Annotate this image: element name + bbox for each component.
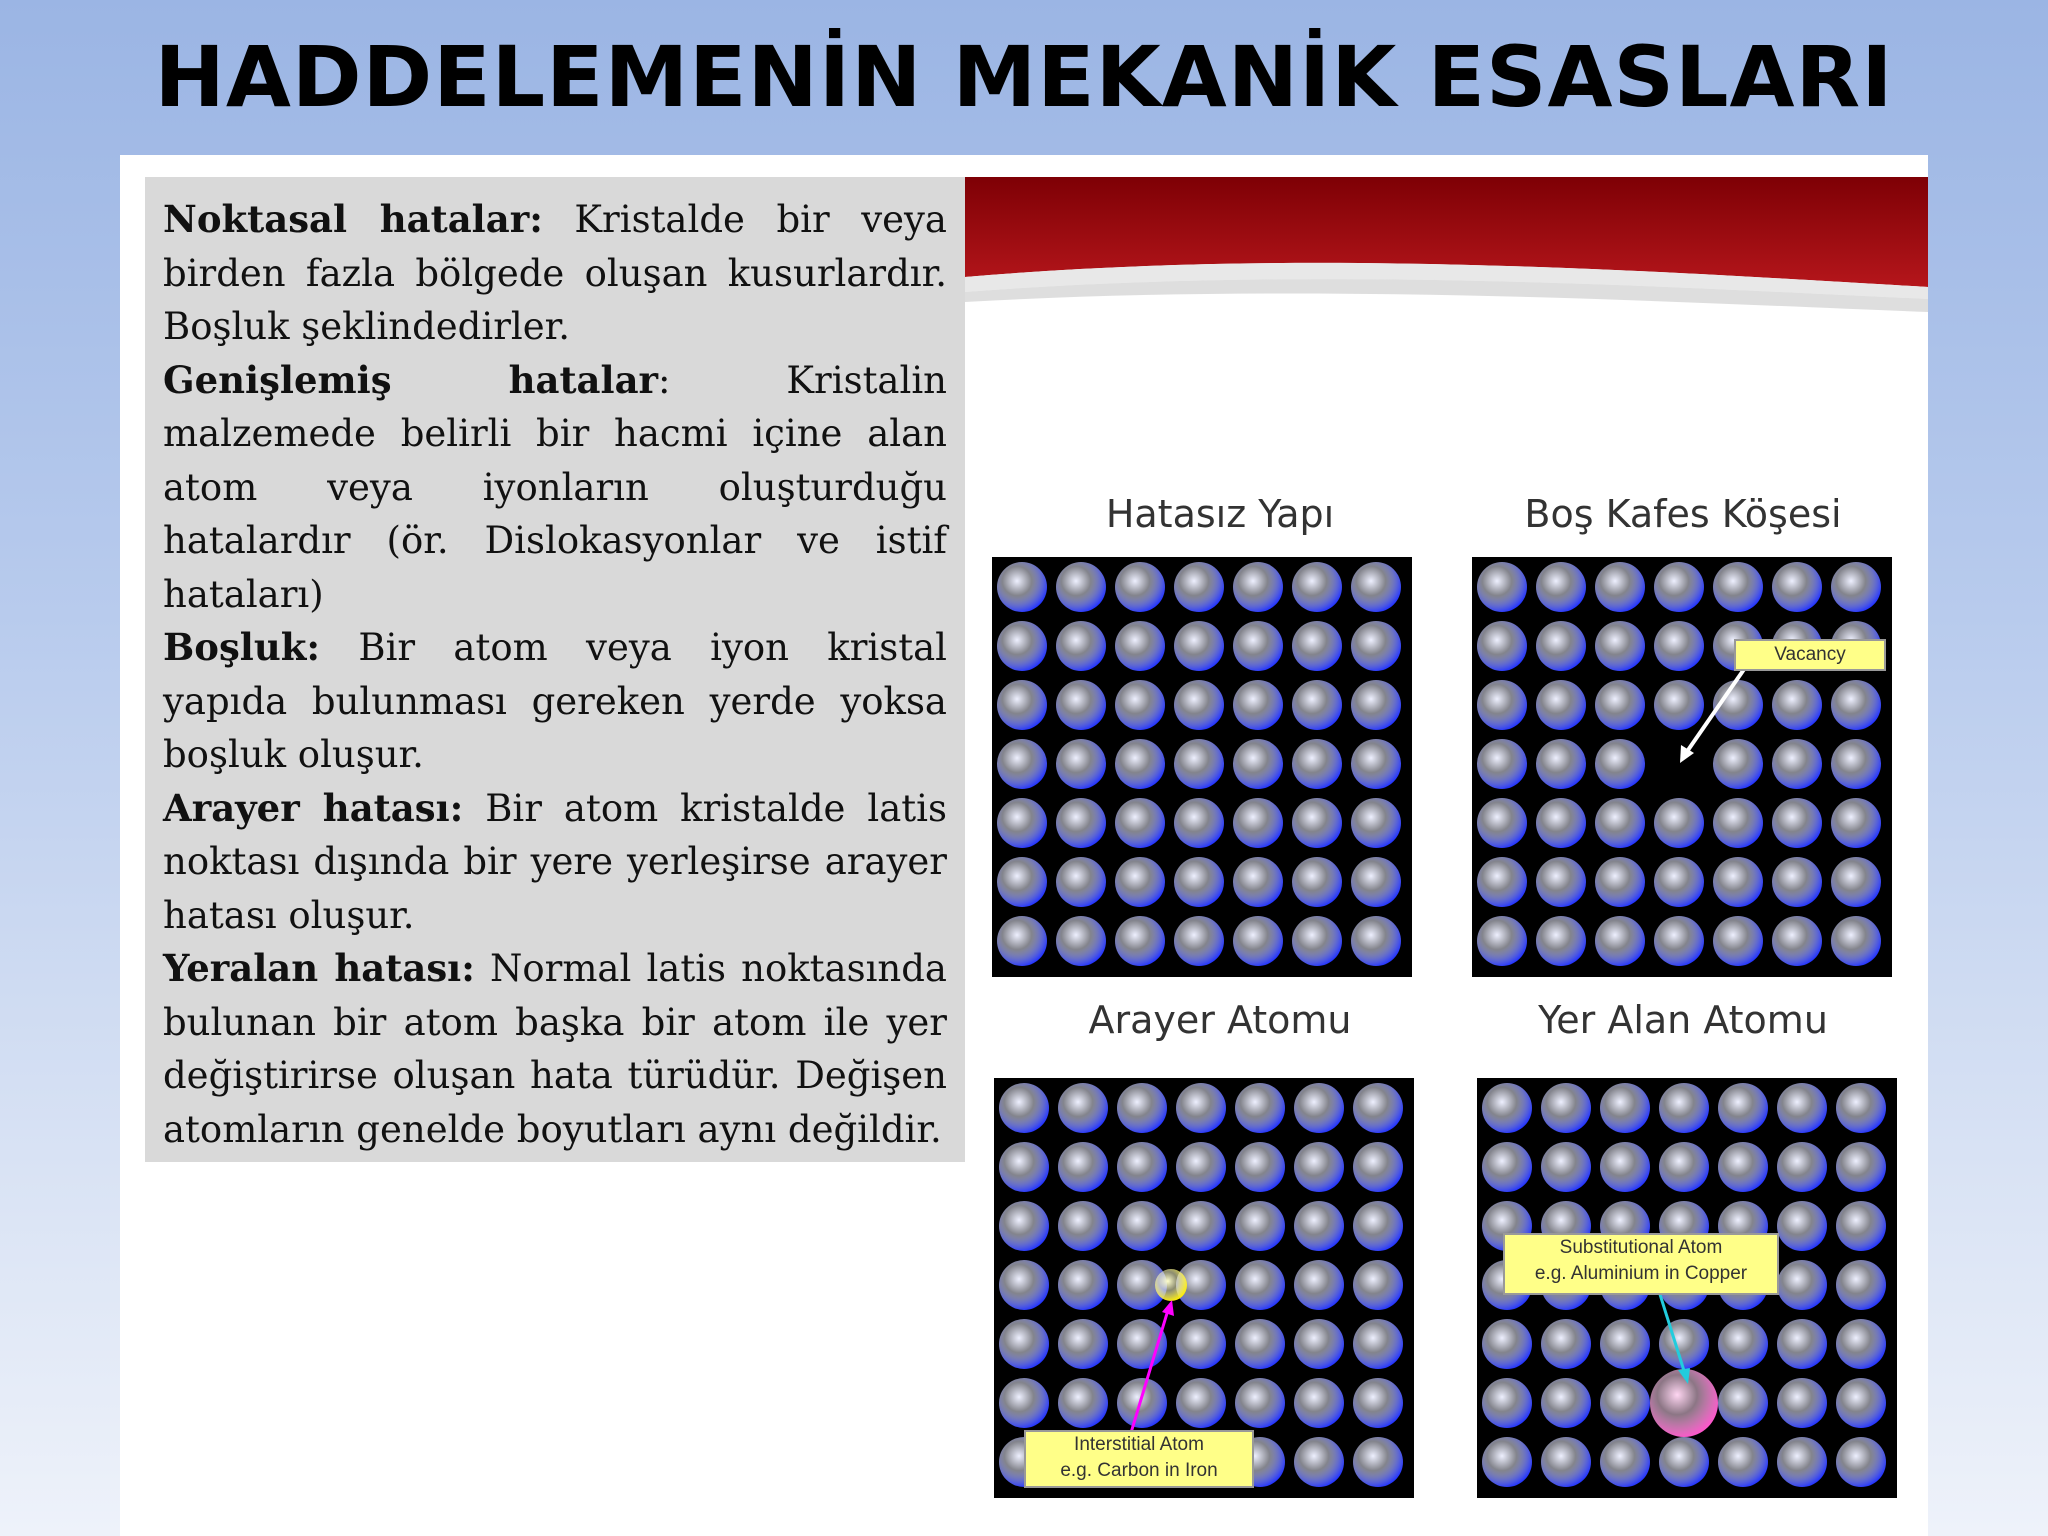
- atom: [1772, 857, 1822, 907]
- atom: [1836, 1319, 1886, 1369]
- atom: [1351, 798, 1401, 848]
- atom: [1115, 739, 1165, 789]
- atom: [1235, 1142, 1285, 1192]
- atom: [1654, 857, 1704, 907]
- atom: [1659, 1083, 1709, 1133]
- atom: [1294, 1319, 1344, 1369]
- atom: [1174, 916, 1224, 966]
- atom: [1176, 1142, 1226, 1192]
- atom: [1174, 857, 1224, 907]
- atom: [997, 916, 1047, 966]
- definition-paragraph: [163, 942, 947, 1156]
- atom: [1777, 1319, 1827, 1369]
- atom: [1233, 916, 1283, 966]
- atom: [1233, 680, 1283, 730]
- interstitial-arrowhead: [1162, 1300, 1174, 1316]
- atom: [1777, 1378, 1827, 1428]
- atom: [1654, 916, 1704, 966]
- atom: [1174, 798, 1224, 848]
- atom: [1595, 916, 1645, 966]
- atom: [1233, 621, 1283, 671]
- atom: [1174, 680, 1224, 730]
- atom: [1777, 1201, 1827, 1251]
- term-description: Kristalde bir veya birden fazla bölgede oluşan kusurlardır. Boşluk şeklindedirler.: [163, 198, 947, 348]
- atom: [1836, 1378, 1886, 1428]
- atom: [1536, 562, 1586, 612]
- atom: [1772, 680, 1822, 730]
- atom: [1600, 1378, 1650, 1428]
- substitutional-atom: [1650, 1369, 1718, 1437]
- atom: [997, 562, 1047, 612]
- atom: [1477, 857, 1527, 907]
- atom: [1056, 916, 1106, 966]
- atom: [1294, 1378, 1344, 1428]
- atom: [1353, 1437, 1403, 1487]
- perfect-lattice-image: [992, 557, 1412, 977]
- atom: [1351, 739, 1401, 789]
- atom: [1595, 857, 1645, 907]
- slide-title: HADDELEMENİN MEKANİK ESASLARI: [154, 28, 1894, 126]
- atom: [1477, 798, 1527, 848]
- atom: [1176, 1083, 1226, 1133]
- atom: [1541, 1319, 1591, 1369]
- atom: [1351, 857, 1401, 907]
- vacancy-title: Boş Kafes Köşesi: [1524, 492, 1842, 536]
- atom: [1477, 562, 1527, 612]
- atom: [1718, 1083, 1768, 1133]
- atom: [1659, 1142, 1709, 1192]
- atom: [1058, 1260, 1108, 1310]
- atom: [1233, 857, 1283, 907]
- atom: [1595, 562, 1645, 612]
- atom: [1713, 798, 1763, 848]
- atom: [1056, 562, 1106, 612]
- atom: [1595, 798, 1645, 848]
- atom: [999, 1319, 1049, 1369]
- atom: [1772, 798, 1822, 848]
- atom: [1654, 680, 1704, 730]
- atom: [1292, 680, 1342, 730]
- atom: [1600, 1142, 1650, 1192]
- atom: [1831, 739, 1881, 789]
- definition-paragraph: [163, 354, 947, 622]
- atom: [1351, 916, 1401, 966]
- atom: [1235, 1378, 1285, 1428]
- definition-paragraph: [163, 193, 947, 354]
- atom: [1659, 1319, 1709, 1369]
- atom: [1482, 1437, 1532, 1487]
- atom: [1235, 1083, 1285, 1133]
- atom: [1482, 1319, 1532, 1369]
- atom: [1353, 1378, 1403, 1428]
- atom: [999, 1260, 1049, 1310]
- atom: [1174, 621, 1224, 671]
- atom: [1482, 1083, 1532, 1133]
- atom: [1056, 857, 1106, 907]
- atom: [1056, 621, 1106, 671]
- atom: [1600, 1437, 1650, 1487]
- atom: [1115, 916, 1165, 966]
- atom: [1777, 1083, 1827, 1133]
- perfect-structure-title: Hatasız Yapı: [1105, 492, 1335, 536]
- atom: [1176, 1319, 1226, 1369]
- atom: [1654, 562, 1704, 612]
- atom: [1836, 1437, 1886, 1487]
- term-description: Bir atom kristalde latis noktası dışında bir yere yerleşirse arayer hatası oluşur.: [163, 786, 947, 937]
- term-description: : Kristalin malzemede belirli bir hacmi içine alan atom veya iyonların oluşturduğu hatalardır (ör. Dislokasyonlar ve istif hataları): [163, 358, 947, 616]
- atom: [1477, 680, 1527, 730]
- atom: [1541, 1378, 1591, 1428]
- atom: [1058, 1142, 1108, 1192]
- atom: [1294, 1142, 1344, 1192]
- interstitial-callout-line1: Interstitial Atom: [1074, 1434, 1204, 1455]
- atom: [1536, 680, 1586, 730]
- atom: [1777, 1260, 1827, 1310]
- atom: [1836, 1260, 1886, 1310]
- term-label: Boşluk:: [163, 625, 321, 669]
- atom: [1351, 680, 1401, 730]
- atom: [1536, 739, 1586, 789]
- atom: [1174, 739, 1224, 789]
- atom: [1713, 857, 1763, 907]
- atom: [1600, 1083, 1650, 1133]
- atom: [1353, 1142, 1403, 1192]
- atom: [1831, 857, 1881, 907]
- atom: [1235, 1260, 1285, 1310]
- atom: [1353, 1260, 1403, 1310]
- term-description: Normal latis noktasında bulunan bir atom başka bir atom ile yer değiştirirse oluşan hata türüdür. Değişen atomların genelde boyutları aynı değildir.: [163, 947, 947, 1151]
- atom: [1351, 621, 1401, 671]
- interstitial-callout-line2: e.g. Carbon in Iron: [1060, 1460, 1218, 1481]
- atom: [1058, 1201, 1108, 1251]
- atom: [1654, 798, 1704, 848]
- atom: [1351, 562, 1401, 612]
- atom: [1777, 1437, 1827, 1487]
- term-description: Bir atom veya iyon kristal yapıda bulunması gereken yerde yoksa boşluk oluşur.: [163, 626, 947, 776]
- atom: [1292, 739, 1342, 789]
- substitutional-callout-line1: Substitutional Atom: [1559, 1237, 1723, 1258]
- atom: [1056, 798, 1106, 848]
- atom: [1659, 1437, 1709, 1487]
- atom: [1058, 1378, 1108, 1428]
- interstitial-callout: [1024, 1430, 1254, 1488]
- interstitial-atom: [1155, 1269, 1187, 1301]
- atom: [1536, 857, 1586, 907]
- term-label: Genişlemiş hatalar: [163, 357, 659, 402]
- atom: [1482, 1378, 1532, 1428]
- atom: [1115, 798, 1165, 848]
- atom: [1831, 916, 1881, 966]
- definition-paragraph: [163, 621, 947, 782]
- atom: [1353, 1201, 1403, 1251]
- atom: [1772, 562, 1822, 612]
- atom: [1541, 1437, 1591, 1487]
- atom: [1595, 621, 1645, 671]
- atom: [1117, 1201, 1167, 1251]
- substitutional-lattice-image: [1477, 1078, 1897, 1498]
- atom: [997, 857, 1047, 907]
- atom: [1831, 798, 1881, 848]
- atom: [1831, 680, 1881, 730]
- atom: [1718, 1142, 1768, 1192]
- atom: [997, 739, 1047, 789]
- atom: [1058, 1319, 1108, 1369]
- atom: [999, 1378, 1049, 1428]
- atom: [1713, 562, 1763, 612]
- atom: [1477, 739, 1527, 789]
- atom: [1713, 739, 1763, 789]
- atom: [1235, 1201, 1285, 1251]
- atom: [1056, 739, 1106, 789]
- atom: [999, 1201, 1049, 1251]
- term-label: Yeralan hatası:: [163, 946, 475, 990]
- atom: [1482, 1142, 1532, 1192]
- atom: [1292, 621, 1342, 671]
- atom: [1176, 1201, 1226, 1251]
- vacancy-lattice-image: [1472, 557, 1892, 977]
- atom: [1233, 798, 1283, 848]
- atom: [1353, 1319, 1403, 1369]
- atom: [1718, 1437, 1768, 1487]
- atom: [1292, 857, 1342, 907]
- atom: [1595, 739, 1645, 789]
- vacancy-callout: Vacancy: [1734, 639, 1886, 671]
- atom: [1235, 1319, 1285, 1369]
- atom: [1536, 916, 1586, 966]
- term-label: Noktasal hatalar:: [163, 197, 543, 241]
- atom: [1600, 1319, 1650, 1369]
- atom: [1836, 1142, 1886, 1192]
- atom: [1294, 1201, 1344, 1251]
- atom: [1836, 1201, 1886, 1251]
- atom: [1831, 562, 1881, 612]
- decorative-banner: [965, 177, 1928, 317]
- atom: [1536, 621, 1586, 671]
- atom: [1772, 739, 1822, 789]
- atom: [1174, 562, 1224, 612]
- atom: [1477, 916, 1527, 966]
- atom: [1117, 1083, 1167, 1133]
- atom: [997, 680, 1047, 730]
- atom: [1772, 916, 1822, 966]
- atom: [1292, 798, 1342, 848]
- atom: [1541, 1142, 1591, 1192]
- interstitial-title: Arayer Atomu: [1088, 998, 1352, 1042]
- atom: [1058, 1083, 1108, 1133]
- atom: [999, 1142, 1049, 1192]
- atom: [1294, 1083, 1344, 1133]
- atom: [1233, 562, 1283, 612]
- definition-paragraph: [163, 782, 947, 943]
- atom: [1117, 1142, 1167, 1192]
- definitions-textbox: [145, 177, 965, 1162]
- atom: [1541, 1083, 1591, 1133]
- substitutional-callout: [1503, 1233, 1779, 1295]
- atom: [997, 798, 1047, 848]
- atom: [1836, 1083, 1886, 1133]
- atom: [1595, 680, 1645, 730]
- atom: [1713, 916, 1763, 966]
- substitutional-title: Yer Alan Atomu: [1538, 998, 1828, 1042]
- term-label: Arayer hatası:: [163, 785, 464, 830]
- atom: [1115, 857, 1165, 907]
- atom: [999, 1083, 1049, 1133]
- atom: [997, 621, 1047, 671]
- atom: [1294, 1260, 1344, 1310]
- atom: [1117, 1319, 1167, 1369]
- atom: [1056, 680, 1106, 730]
- atom: [1654, 621, 1704, 671]
- interstitial-lattice-image: [994, 1078, 1414, 1498]
- atom: [1292, 916, 1342, 966]
- atom: [1477, 621, 1527, 671]
- slide-content: [120, 155, 1928, 1536]
- substitutional-callout-line2: e.g. Aluminium in Copper: [1534, 1263, 1748, 1284]
- atom: [1115, 621, 1165, 671]
- atom: [1718, 1378, 1768, 1428]
- atom: [1536, 798, 1586, 848]
- atom: [1115, 680, 1165, 730]
- atom: [1292, 562, 1342, 612]
- atom: [1353, 1083, 1403, 1133]
- atom: [1117, 1378, 1167, 1428]
- atom: [1233, 739, 1283, 789]
- atom: [1777, 1142, 1827, 1192]
- atom: [1718, 1319, 1768, 1369]
- atom: [1294, 1437, 1344, 1487]
- atom: [1115, 562, 1165, 612]
- atom: [1176, 1378, 1226, 1428]
